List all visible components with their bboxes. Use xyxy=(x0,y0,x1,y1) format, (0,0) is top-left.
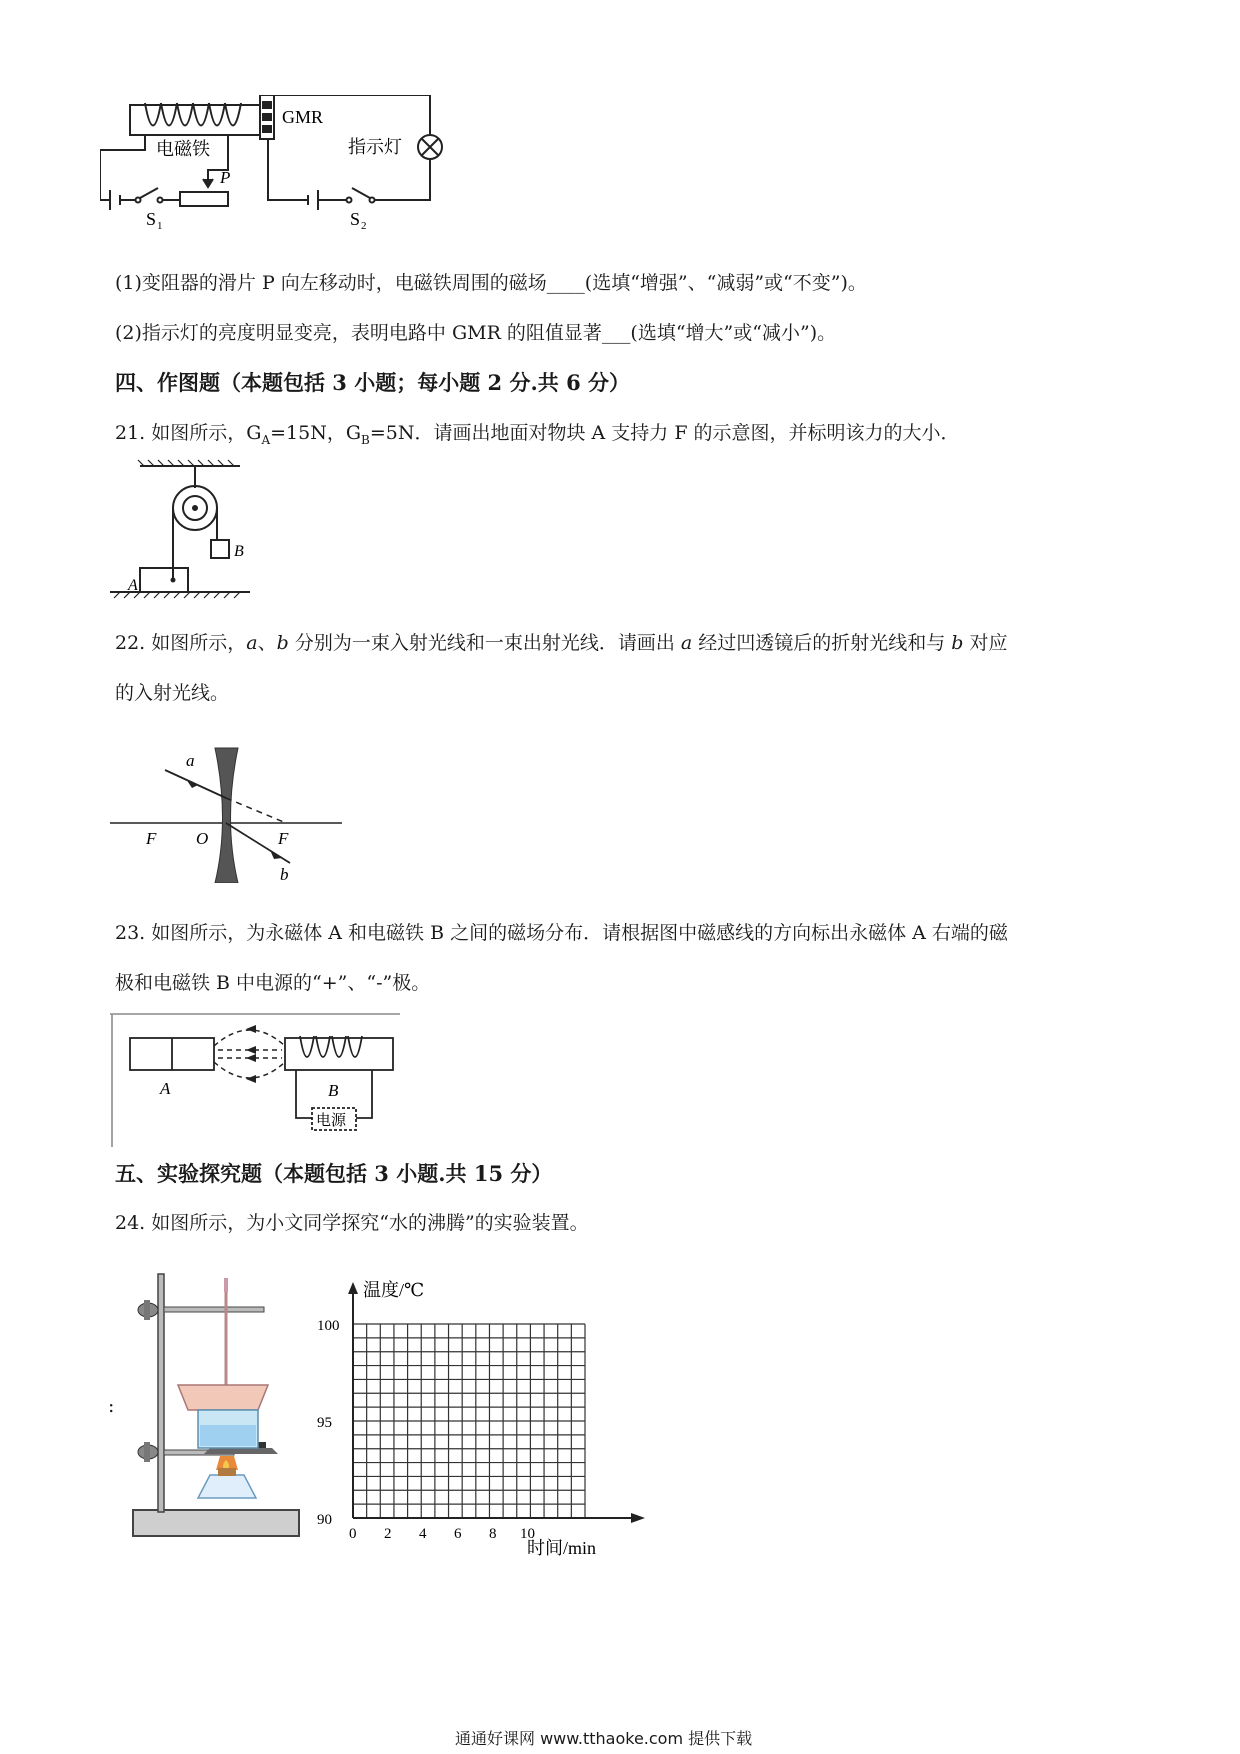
page-footer: 通通好课网 www.tthaoke.com 提供下载 xyxy=(455,1729,753,1748)
section-4-heading: 四、作图题（本题包括 3 小题；每小题 2 分.共 6 分） xyxy=(115,370,631,395)
temperature-time-chart xyxy=(315,1270,675,1560)
q22-text-4: 经过凹透镜后的折射光线和与 xyxy=(692,632,952,654)
question-20-part-1: (1)变阻器的滑片 P 向左移动时，电磁铁周围的磁场____(选填“增强”、“减弱”或“不变”)。 xyxy=(115,272,867,294)
electromagnet-label: 电磁铁 xyxy=(156,139,210,159)
question-22-text-line-2: 的入射光线。 xyxy=(115,682,230,704)
q21-text-rest: =5N．请画出地面对物块 A 支持力 F 的示意图，并标明该力的大小． xyxy=(369,422,960,444)
q21-text-mid: =15N，G xyxy=(270,422,362,444)
block-a-label: A xyxy=(128,577,138,594)
electromagnet-b-label: B xyxy=(328,1081,339,1100)
q22-text-1: 22. 如图所示， xyxy=(115,632,247,654)
switch-s1-label: S xyxy=(146,209,157,229)
y-axis-title: 温度/℃ xyxy=(363,1280,425,1300)
x-tick-label: 6 xyxy=(454,1526,462,1542)
concave-lens-figure xyxy=(110,738,350,883)
question-22-text-line-1 xyxy=(115,628,1008,655)
switch-s1-subscript: 1 xyxy=(157,220,163,232)
question-21-text xyxy=(115,418,960,447)
q22-ray-b: b xyxy=(276,632,289,654)
q21-subscript-b: B xyxy=(361,432,370,447)
question-24-text: 24. 如图所示，为小文同学探究“水的沸腾”的实验装置。 xyxy=(115,1212,589,1234)
indicator-label: 指示灯 xyxy=(348,137,402,157)
x-tick-label: 0 xyxy=(349,1526,357,1542)
margin-mark: : xyxy=(108,1395,115,1417)
y-tick-label: 95 xyxy=(317,1415,332,1431)
q21-text-start: 21. 如图所示，G xyxy=(115,422,262,444)
block-b-label: B xyxy=(234,543,244,560)
question-20-part-2: (2)指示灯的亮度明显变亮，表明电路中 GMR 的阻值显著___(选填“增大”或“减小”)。 xyxy=(115,322,837,344)
x-tick-label: 4 xyxy=(419,1526,427,1542)
circuit-figure xyxy=(100,95,510,265)
y-tick-label: 90 xyxy=(317,1512,332,1528)
question-23-text-line-2: 极和电磁铁 B 中电源的“+”、“-”极。 xyxy=(115,972,431,994)
optical-center-label: O xyxy=(196,829,209,848)
q21-subscript-a: A xyxy=(261,432,271,447)
x-tick-label: 10 xyxy=(520,1526,535,1542)
slider-p-label: P xyxy=(220,168,231,187)
focus-left-label: F xyxy=(146,829,157,848)
chart-labels xyxy=(317,1280,596,1558)
question-23-text-line-1: 23. 如图所示，为永磁体 A 和电磁铁 B 之间的磁场分布．请根据图中磁感线的方向标出永磁体 A 右端的磁 xyxy=(115,922,1008,944)
ray-a-label: a xyxy=(186,751,195,770)
x-axis-title: 时间/min xyxy=(527,1538,597,1558)
switch-s2-subscript: 2 xyxy=(361,220,367,232)
q22-ray-a-2: a xyxy=(680,632,693,654)
q22-text-2: 、 xyxy=(257,632,277,654)
pulley-figure xyxy=(110,458,260,608)
y-axis-arrow xyxy=(348,1282,358,1294)
q22-text-5: 对应 xyxy=(963,632,1008,654)
x-tick-label: 2 xyxy=(384,1526,392,1542)
magnet-field-figure xyxy=(110,1012,410,1147)
switch-s2-label: S xyxy=(350,209,361,229)
magnet-a-label: A xyxy=(160,1079,171,1098)
section-5-heading: 五、实验探究题（本题包括 3 小题.共 15 分） xyxy=(115,1161,553,1186)
chart-grid xyxy=(353,1324,585,1518)
q22-ray-b-2: b xyxy=(951,632,964,654)
chart-axes xyxy=(348,1282,645,1523)
x-axis-arrow xyxy=(631,1513,645,1523)
y-tick-label: 100 xyxy=(317,1318,340,1334)
gmr-label: GMR xyxy=(282,107,324,127)
x-tick-label: 8 xyxy=(489,1526,497,1542)
q22-text-3: 分别为一束入射光线和一束出射光线．请画出 xyxy=(288,632,681,654)
power-source-label: 电源 xyxy=(316,1113,347,1129)
q22-ray-a: a xyxy=(246,632,258,654)
ray-b-label: b xyxy=(280,865,289,883)
boiling-apparatus-figure xyxy=(128,1270,308,1545)
focus-right-label: F xyxy=(278,829,289,848)
